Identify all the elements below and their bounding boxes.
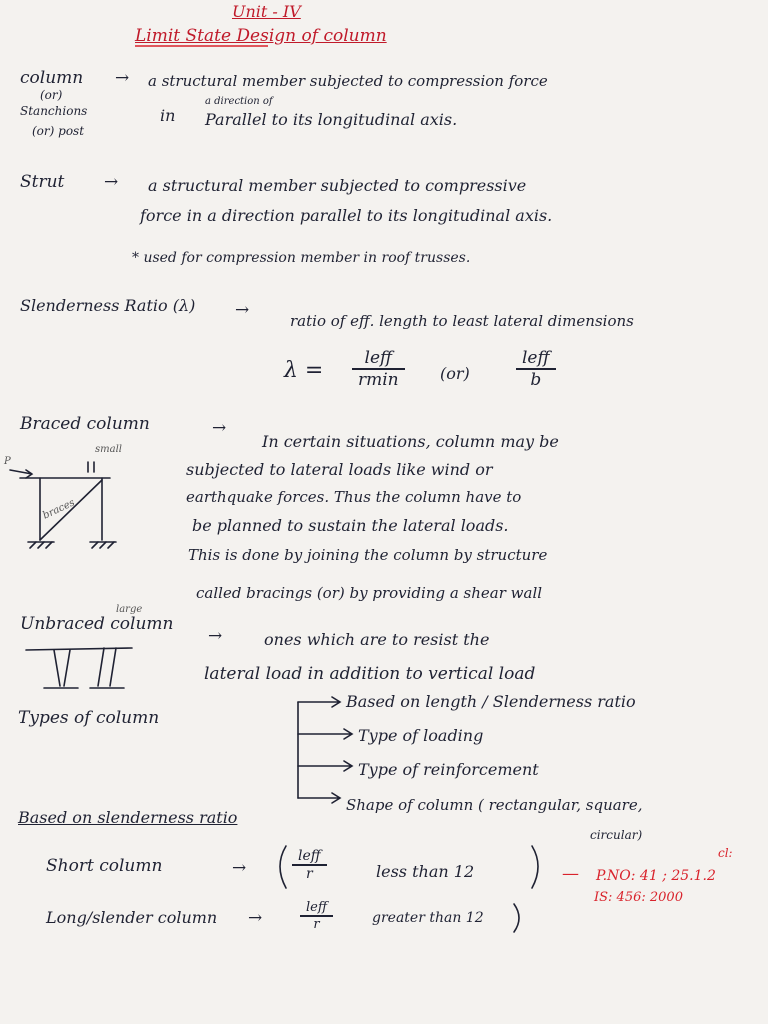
braced-line-6: called bracings (or) by providing a shear wall: [196, 584, 543, 602]
fraction-denominator: b: [530, 370, 542, 390]
slenderness-arrow: →: [235, 300, 250, 320]
braced-line-3: earthquake forces. Thus the column have to: [186, 488, 522, 506]
or-text: (or): [440, 364, 470, 383]
paren-long-right: [514, 904, 519, 932]
reference-clause: cl:: [718, 846, 733, 860]
unbraced-line-2: lateral load in addition to vertical load: [204, 664, 536, 684]
column-definition-small: a direction of: [205, 96, 273, 107]
paren-left: [280, 846, 286, 888]
unbraced-columns: [54, 648, 104, 686]
strut-arrow: →: [104, 172, 119, 192]
braced-line-1: In certain situations, column may be: [262, 432, 559, 451]
sketch-label-p: P: [4, 456, 11, 467]
column-definition-in: in: [160, 106, 176, 125]
braced-line-2: subjected to lateral loads like wind or: [186, 460, 493, 479]
braced-term: Braced column: [20, 414, 150, 434]
type-item-3: Type of reinforcement: [358, 760, 539, 779]
unbraced-small: large: [116, 604, 143, 615]
type-item-4-cont: circular): [590, 828, 643, 842]
sketch-label-braces: braces: [41, 497, 77, 522]
reference-dash: —: [562, 864, 579, 884]
unbraced-term-text: Unbraced column: [20, 614, 174, 634]
lambda-equals: λ =: [284, 358, 324, 383]
column-alt-post: (or) post: [32, 124, 85, 138]
paren-right: [532, 846, 538, 888]
column-alt-or: (or): [40, 88, 63, 102]
fraction-denominator: r: [305, 866, 313, 882]
long-column-term: Long/slender column: [46, 908, 218, 927]
column-definition-1: a structural member subjected to compression force: [148, 72, 548, 90]
short-column-term: Short column: [46, 856, 163, 876]
sketch-brace: [40, 480, 102, 540]
based-heading: Based on slenderness ratio: [18, 808, 238, 827]
strut-definition-1: a structural member subjected to compressive: [148, 176, 527, 195]
type-item-4: Shape of column ( rectangular, square,: [346, 796, 643, 814]
reference-page: P.NO: 41 ; 25.1.2: [596, 868, 716, 884]
column-term: column: [20, 68, 84, 88]
type-item-1: Based on length / Slenderness ratio: [346, 692, 636, 711]
long-column-relation: greater than 12: [372, 910, 484, 926]
fraction-denominator: r: [313, 917, 320, 932]
column-arrow: →: [115, 68, 130, 88]
type-item-2: Type of loading: [358, 726, 484, 745]
braced-line-5: This is done by joining the column by structure: [188, 546, 548, 564]
strut-note: * used for compression member in roof trusses.: [132, 250, 471, 266]
types-term: Types of column: [18, 708, 160, 728]
short-column-arrow: →: [232, 858, 247, 878]
fraction-numerator: leff: [300, 900, 333, 917]
unbraced-line-1: ones which are to resist the: [264, 630, 490, 649]
column-alt-stanchions: Stanchions: [20, 104, 88, 118]
slenderness-term: Slenderness Ratio (λ): [20, 296, 196, 315]
braced-line-4: be planned to sustain the lateral loads.: [192, 516, 509, 535]
reference-code: IS: 456: 2000: [594, 890, 683, 905]
slenderness-definition: ratio of eff. length to least lateral dimensions: [290, 312, 634, 330]
braced-arrow: →: [212, 418, 227, 438]
sketch-load-arrow: [10, 470, 32, 478]
unit-heading: Unit - IV: [232, 2, 301, 21]
fraction-numerator: leff: [352, 348, 405, 370]
strut-definition-2: force in a direction parallel to its longitudinal axis.: [140, 206, 553, 225]
fraction-numerator: leff: [292, 848, 327, 866]
page-title: Limit State Design of column: [135, 26, 387, 46]
fraction-numerator: leff: [516, 348, 556, 370]
column-definition-2: Parallel to its longitudinal axis.: [205, 110, 458, 129]
strut-term: Strut: [20, 172, 65, 192]
unbraced-arrow: →: [208, 626, 223, 646]
fraction-denominator: rmin: [358, 370, 399, 390]
sketch-label-small: small: [95, 444, 122, 455]
long-column-arrow: →: [248, 908, 263, 928]
short-column-relation: less than 12: [376, 862, 475, 881]
